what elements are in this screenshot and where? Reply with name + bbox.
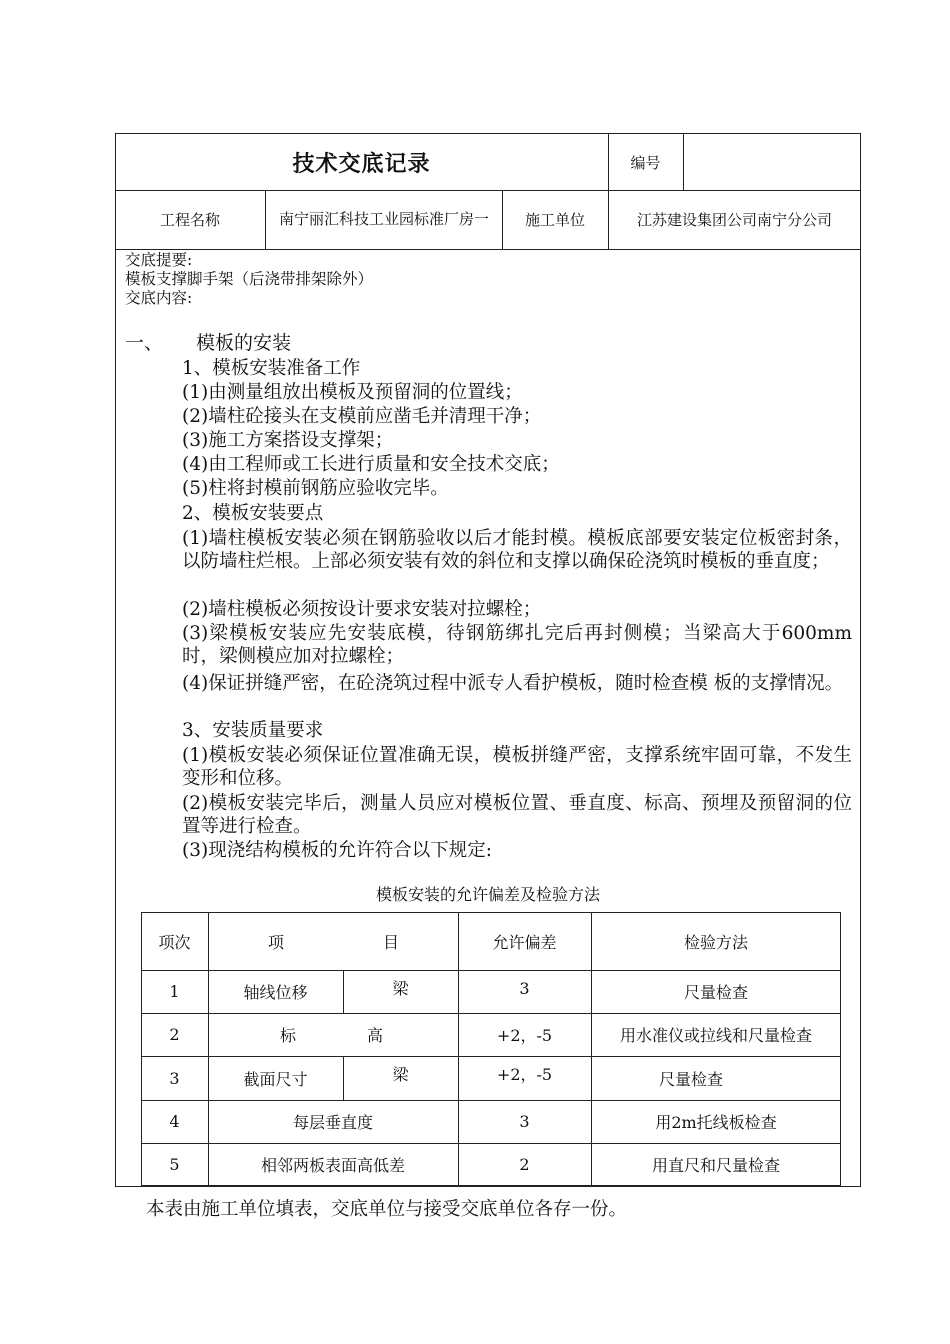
table-cell-method: 用2m托线板检查 xyxy=(655,1113,777,1132)
table-cell-method: 尺量检查 xyxy=(683,983,748,1002)
table-cell-seq: 2 xyxy=(169,1025,180,1044)
table-line xyxy=(141,1185,841,1186)
th-item-a: 项 xyxy=(268,932,285,952)
header-divider-2 xyxy=(115,249,861,250)
summary-block xyxy=(125,251,373,308)
table-cell-method: 用直尺和尺量检查 xyxy=(651,1155,780,1175)
table-cell-method: 尺量检查 xyxy=(658,1069,723,1089)
subheading-2: 2、模板安装要点 xyxy=(182,503,324,524)
table-cell-item: 每层垂直度 xyxy=(292,1113,373,1132)
table-cell-seq: 4 xyxy=(169,1112,180,1131)
number-field[interactable] xyxy=(683,133,861,191)
table-cell-seq: 5 xyxy=(169,1154,180,1174)
table-cell-sub: 梁 xyxy=(392,1064,409,1084)
section-number: 一、 xyxy=(125,332,164,354)
table-cell-item: 截面尺寸 xyxy=(243,1069,308,1089)
prep-item-4: (4)由工程师或工长进行质量和安全技术交底； xyxy=(182,454,560,475)
table-cell-sub: 梁 xyxy=(392,978,409,998)
table-cell-method: 用水准仪或拉线和尺量检查 xyxy=(619,1026,812,1045)
prep-item-2: (2)墙柱砼接头在支模前应凿毛并清理干净； xyxy=(182,406,542,427)
subheading-1: 1、模板安装准备工作 xyxy=(182,358,361,379)
page-title: 技术交底记录 xyxy=(292,150,431,177)
header-col-project xyxy=(265,190,266,249)
table-cell-tol: +2，-5 xyxy=(496,1064,553,1084)
content-label: 交底内容: xyxy=(125,289,193,307)
prep-item-5: (5)柱将封模前钢筋应验收完毕。 xyxy=(182,478,449,499)
key-point-4: (4)保证拼缝严密，在砼浇筑过程中派专人看护模板，随时检查模 板的支撑情况。 xyxy=(182,673,844,694)
table-cell-tol: 2 xyxy=(519,1154,530,1174)
table-cell-tol: 3 xyxy=(519,1112,530,1131)
table-cell-item-a: 标 xyxy=(279,1026,296,1045)
th-tolerance: 允许偏差 xyxy=(492,932,557,952)
th-method: 检验方法 xyxy=(683,932,748,952)
summary-value: 模板支撑脚手架（后浇带排架除外） xyxy=(125,270,374,288)
project-label: 工程名称 xyxy=(159,211,220,229)
summary-label: 交底提要: xyxy=(125,251,193,269)
table-cell-item: 相邻两板表面高低差 xyxy=(260,1155,405,1175)
tolerance-table xyxy=(141,912,841,1186)
section-title: 模板的安装 xyxy=(196,332,292,354)
th-item-b: 目 xyxy=(383,932,400,952)
table-cell-item-b: 高 xyxy=(367,1026,384,1045)
subheading-3: 3、安装质量要求 xyxy=(182,720,324,741)
table-cell-seq: 3 xyxy=(169,1068,180,1088)
unit-label: 施工单位 xyxy=(524,211,585,229)
quality-item-2: (2)模板安装完毕后，测量人员应对模板位置、垂直度、标高、预埋及预留洞的位置等进行检查。 xyxy=(182,793,852,838)
unit-name: 江苏建设集团公司南宁分公司 xyxy=(636,211,832,229)
quality-item-3: (3)现浇结构模板的允许符合以下规定: xyxy=(182,840,492,861)
project-name: 南宁丽汇科技工业园标准厂房一 xyxy=(278,210,489,228)
table-cell-seq: 1 xyxy=(169,982,180,1001)
table-cell-tol: +2，-5 xyxy=(496,1026,553,1045)
th-seq: 项次 xyxy=(158,932,191,952)
prep-item-3: (3)施工方案搭设支撑架； xyxy=(182,430,394,451)
table-cell-tol: 3 xyxy=(519,978,530,998)
table-caption: 模板安装的允许偏差及检验方法 xyxy=(375,885,600,904)
key-point-2: (2)墙柱模板必须按设计要求安装对拉螺栓； xyxy=(182,599,542,620)
prep-item-1: (1)由测量组放出模板及预留洞的位置线； xyxy=(182,382,523,403)
number-label: 编号 xyxy=(630,153,661,172)
quality-item-1: (1)模板安装必须保证位置准确无误，模板拼缝严密，支撑系统牢固可靠，不发生变形和位移。 xyxy=(182,745,852,790)
key-point-1: (1)墙柱模板安装必须在钢筋验收以后才能封模。模板底部要安装定位板密封条，以防墙柱烂根。上部必须安装有效的斜位和支撑以确保砼浇筑时模板的垂直度； xyxy=(182,528,852,573)
table-cell-item: 轴线位移 xyxy=(243,983,308,1002)
key-point-3: (3)梁模板安装应先安装底模，待钢筋绑扎完后再封侧模；当梁高大于600mm时，梁侧模应加对拉螺栓； xyxy=(182,623,852,668)
footer-note: 本表由施工单位填表，交底单位与接受交底单位各存一份。 xyxy=(146,1199,628,1220)
